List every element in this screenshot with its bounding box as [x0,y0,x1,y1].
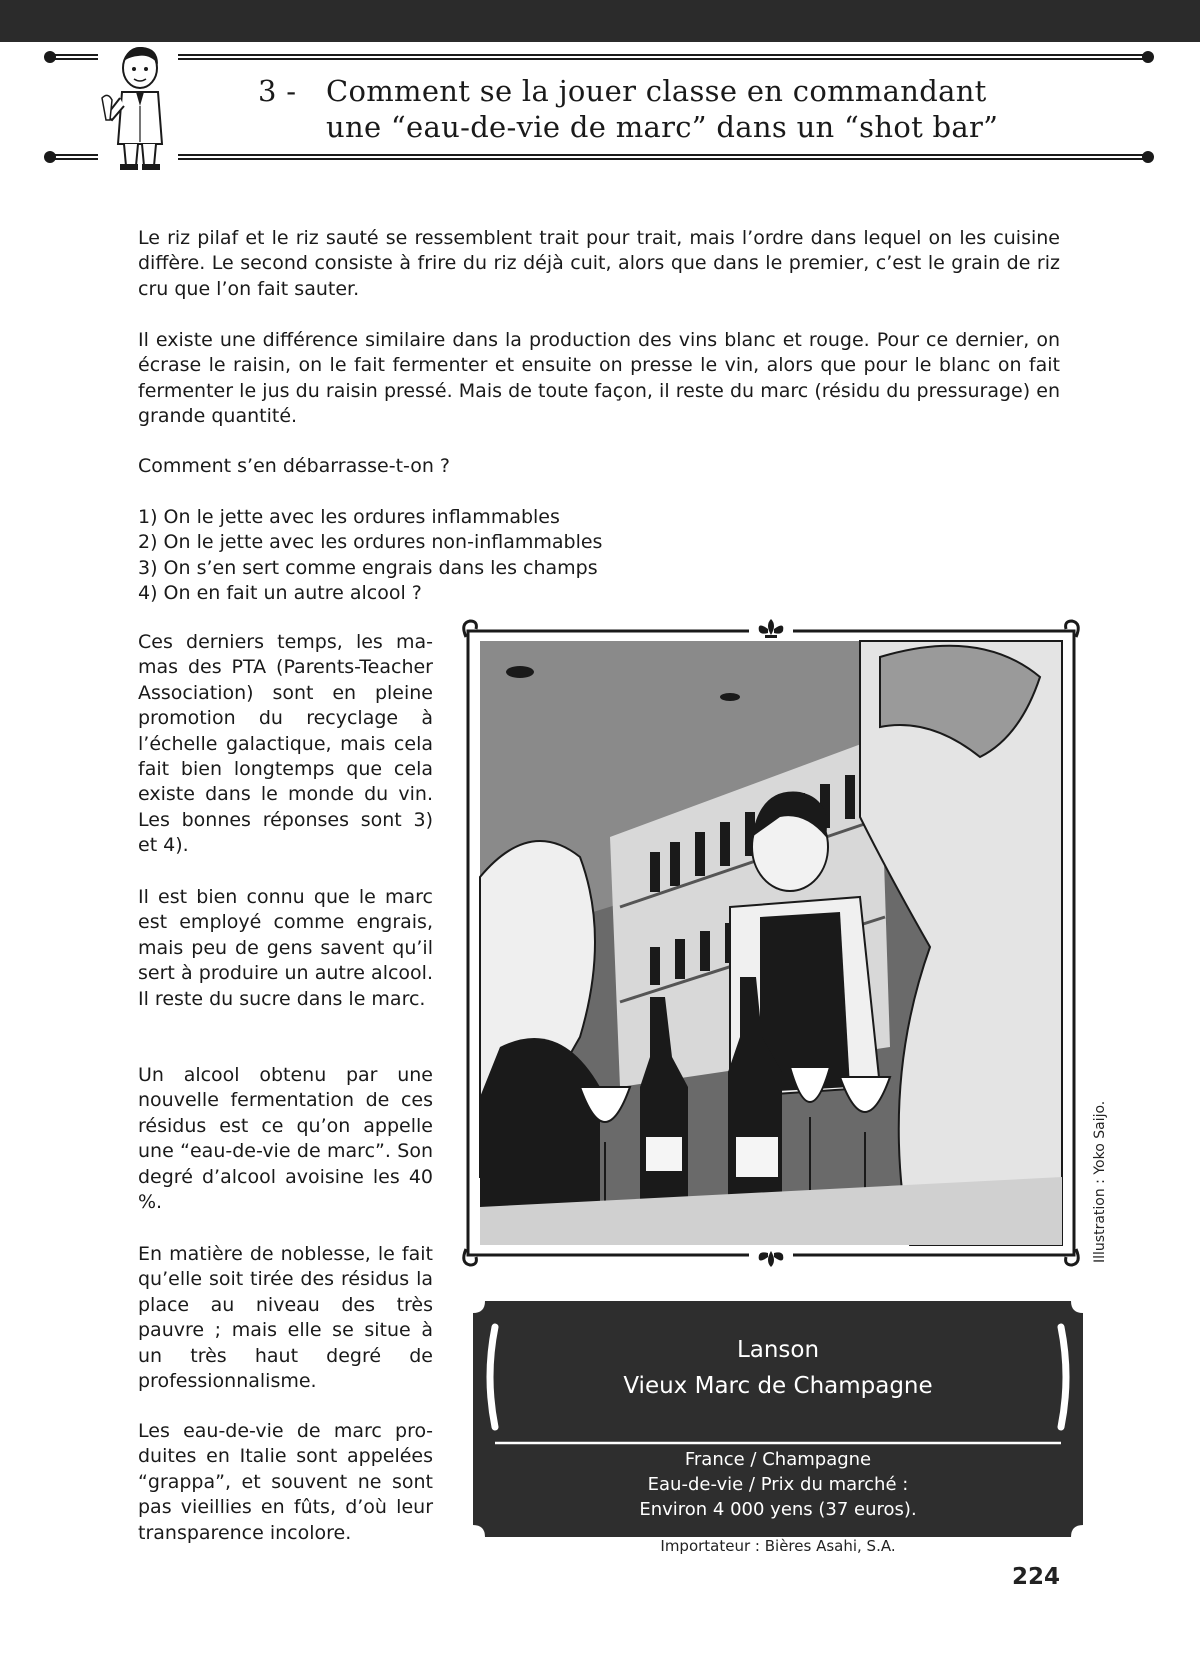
quiz-question: Comment s’en débarrasse-t-on ? [138,455,451,477]
header-rule-top [52,54,1144,60]
body-paragraph-2: Il existe une différence similaire dans la production des vins blanc et rouge. Pour ce dernier, on écrase le raisin, on le fait fermenter et ensuite on presse le vin, alors que pour le blanc on fait fermenter le jus du raisin pressé. Mais de toute façon, il reste du marc (résidu du pressurage) en grande quantité. [138,329,1060,428]
product-category: Eau-de-vie / Prix du marché : [647,1474,909,1495]
product-name: Vieux Marc de Champagne [623,1373,933,1399]
fleur-de-lis-icon [749,619,793,638]
product-importer: Importateur : Bières Asahi, S.A. [660,1537,896,1555]
quiz-option: 1) On le jette avec les ordures inflammables [138,506,560,528]
chapter-title-line-2: une “eau-de-vie de marc” dans un “shot bar” [326,110,999,144]
column-paragraph-4: En matière de noblesse, le fait qu’elle soit tirée des résidus la place au niveau des très pauvre ; mais elle se situe à un très haut degré de professionnalisme. [138,1243,433,1393]
bar-scene-illustration [480,641,1062,1245]
chapter-title-line-1: Comment se la jouer classe en commandant [326,74,987,108]
fleur-de-lis-icon [749,1251,793,1267]
chapter-number: 3 - [258,74,297,108]
top-bar [0,0,1200,42]
quiz-option: 2) On le jette avec les ordures non-inflammables [138,531,603,553]
column-paragraph-5: Les eau-de-vie de marc produites en Italie sont appelées “grappa”, et souvent ne sont pas vieillies en fûts, d’où leur transparence incolore. [138,1420,433,1544]
illustration-frame [460,617,1082,1270]
chapter-header [0,42,1200,182]
column-paragraph-1: Ces derniers temps, les mamas des PTA (Parents-Teacher Association) sont en pleine promotion du recyclage à l’échelle galactique, mais cela fait bien longtemps que cela existe dans le monde du vin. Les bonnes réponses sont 3) et 4). [138,631,433,857]
rule-end-dot [44,51,56,63]
product-origin: France / Champagne [684,1449,872,1470]
sommelier-mascot-icon [98,42,178,174]
body-paragraph-1: Le riz pilaf et le riz sauté se ressemblent trait pour trait, mais l’ordre dans lequel on les cuisine diffère. Le second consiste à frire du riz déjà cuit, alors que dans le premier, c’est le grain de riz cru que l’on fait sauter. [138,227,1060,300]
column-paragraph-3: Un alcool obtenu par une nouvelle fermentation de ces résidus est ce qu’on appelle une “eau-de-vie de marc”. Son degré d’alcool avoisine les 40 %. [138,1064,433,1214]
rule-end-dot [1142,51,1154,63]
quiz-option: 3) On s’en sert comme engrais dans les champs [138,557,598,579]
page-number: 224 [1012,1564,1061,1590]
column-paragraph-2: Il est bien connu que le marc est employé comme engrais, mais peu de gens savent qu’il sert à produire un autre alcool. Il reste du sucre dans le marc. [138,886,433,1010]
header-rule-bottom [52,154,1144,160]
quiz-option: 4) On en fait un autre alcool ? [138,582,422,604]
product-brand: Lanson [736,1337,820,1363]
illustration-credit: Illustration : Yoko Saijo. [1092,1100,1108,1263]
rule-end-dot [44,151,56,163]
product-price: Environ 4 000 yens (37 euros). [639,1499,917,1520]
rule-end-dot [1142,151,1154,163]
